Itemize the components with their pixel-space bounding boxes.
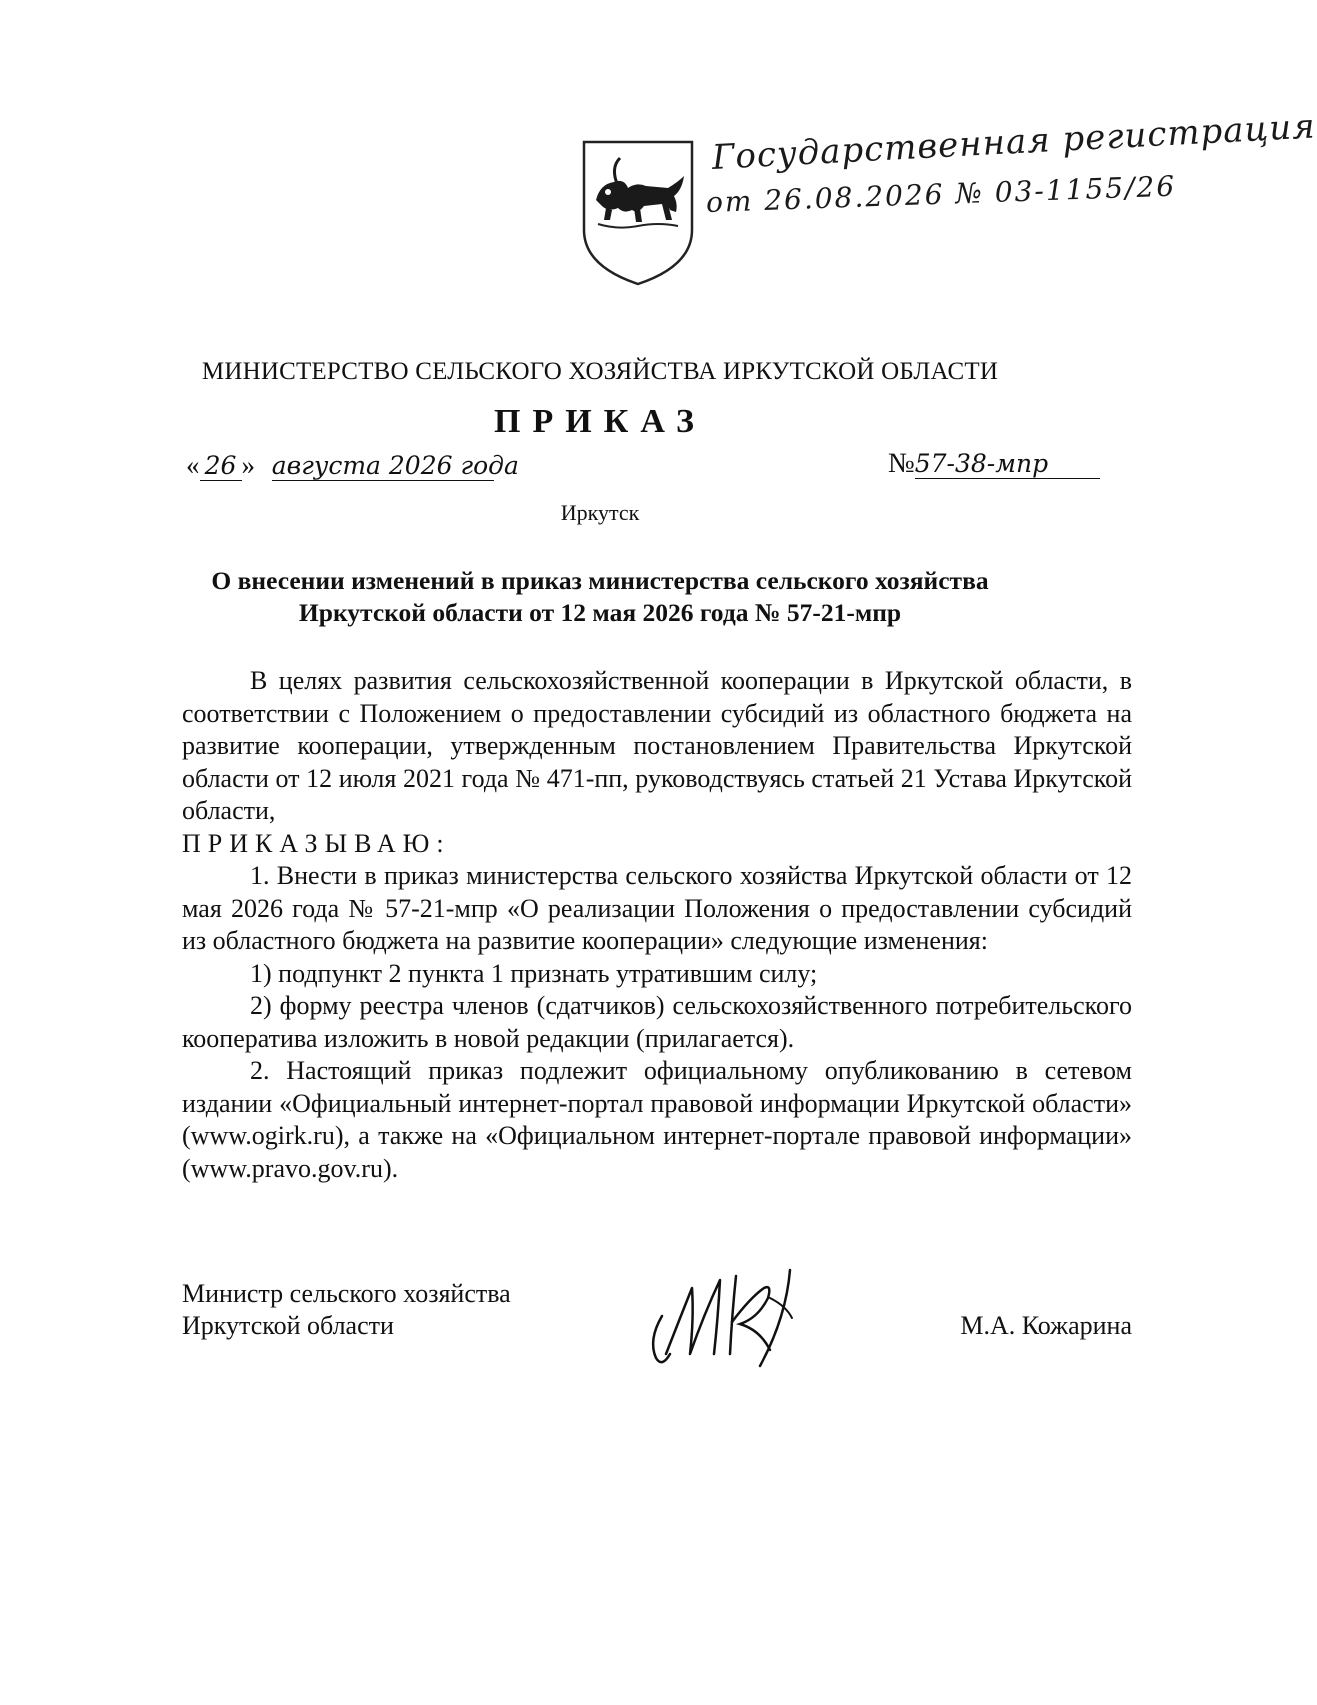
order-date <box>186 450 519 481</box>
date-day: 26 <box>200 451 242 481</box>
document-subject <box>190 565 1010 629</box>
number-prefix: № <box>888 448 915 479</box>
signer-position-line1: Министр сельского хозяйства <box>182 1279 511 1308</box>
item-1-paragraph: 1. Внести в приказ министерства сельского хозяйства Иркутской области от 12 мая 2026 года № 57-21-мпр «О реализации Положения о предоставлении субсидий из областного бюджета на развитие кооперации» следующие изменения: <box>182 861 1132 955</box>
order-number <box>888 448 1100 480</box>
order-word: ПРИКАЗЫВАЮ: <box>182 828 451 858</box>
number-value: 57-38-мпр <box>915 449 1100 479</box>
registration-note-line1: Государственная регистрация <box>710 106 1317 178</box>
preamble-paragraph: В целях развития сельскохозяйственной кооперации в Иркутской области, в соответствии с Положением о предоставлении субсидий из областного бюджета на развитие кооперации, утвержденным постановлением Правительства Иркутской области от 12 июля 2021 года № 471-пп, руководствуясь статьей 21 Устава Иркутской области, <box>182 666 1132 825</box>
date-open-quote: « <box>186 450 200 480</box>
signer-position-line2: Иркутской области <box>182 1311 394 1340</box>
handwritten-signature-icon <box>640 1258 830 1378</box>
item-2-paragraph: 2. Настоящий приказ подлежит официальному опубликованию в сетевом издании «Официальный интернет-портал правовой информации Иркутской области» (www.ogirk.ru), а также на «Официальном интернет-портале правовой информации» (www.pravo.gov.ru). <box>182 1056 1132 1183</box>
subject-line2: Иркутской области от 12 мая 2026 года № 57-21-мпр <box>298 598 902 627</box>
date-month-year: августа 2026 года <box>271 451 519 480</box>
document-title: ПРИКАЗ <box>494 403 706 440</box>
signer-name: М.А. Кожарина <box>960 1311 1132 1340</box>
signer-position <box>182 1278 511 1342</box>
city: Иркутск <box>560 500 640 525</box>
irkutsk-coat-of-arms-icon <box>578 138 698 288</box>
date-close-quote: » <box>241 450 255 480</box>
item-1-2-paragraph: 2) форму реестра членов (сдатчиков) сельскохозяйственного потребительского кооператива изложить в новой редакции (прилагается). <box>182 991 1132 1053</box>
ministry-name: МИНИСТЕРСТВО СЕЛЬСКОГО ХОЗЯЙСТВА ИРКУТСКОЙ ОБЛАСТИ <box>201 358 999 385</box>
registration-note-line2: от 26.08.2026 № 03-1155/26 <box>705 169 1177 219</box>
document-body <box>182 665 1132 1185</box>
subject-line1: О внесении изменений в приказ министерства сельского хозяйства <box>211 566 989 595</box>
item-1-1-paragraph: 1) подпункт 2 пункта 1 признать утратившим силу; <box>250 958 818 988</box>
